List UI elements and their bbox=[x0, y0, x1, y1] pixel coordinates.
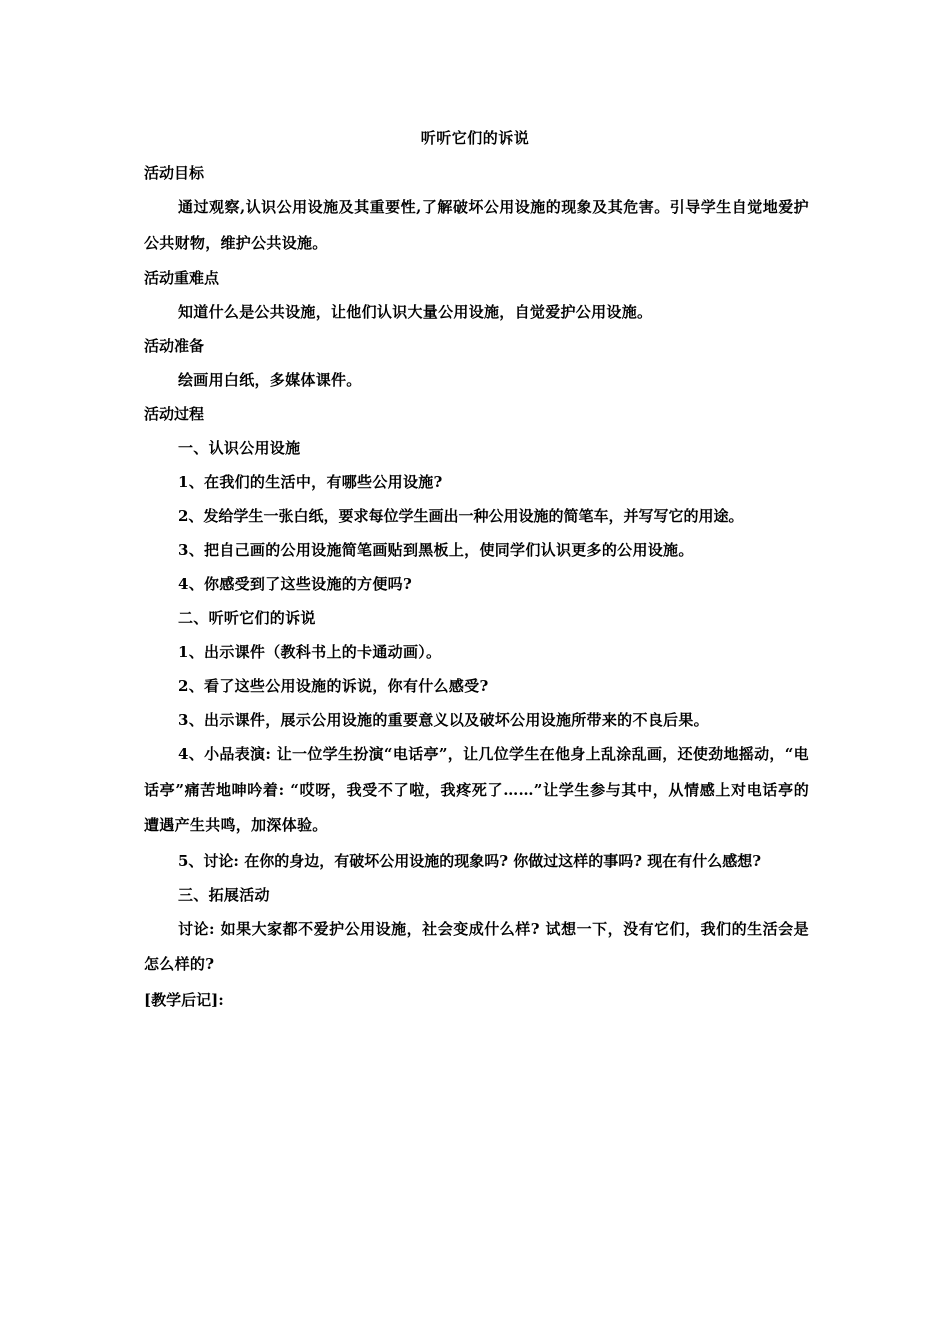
part2-item-1: 1、出示课件（教科书上的卡通动画）。 bbox=[178, 643, 442, 661]
goal-heading: 活动目标 bbox=[144, 164, 205, 182]
part1-heading: 一、认识公用设施 bbox=[178, 439, 301, 457]
process-heading: 活动过程 bbox=[144, 405, 205, 423]
part2-item-3: 3、出示课件，展示公用设施的重要意义以及破坏公用设施所带来的不良后果。 bbox=[178, 711, 709, 729]
preparation-text: 绘画用白纸，多媒体课件。 bbox=[178, 371, 362, 389]
part1-item-4: 4、你感受到了这些设施的方便吗? bbox=[178, 575, 413, 593]
goal-text: 通过观察,认识公用设施及其重要性,了解破坏公用设施的现象及其危害。引导学生自觉地爱护公共财物，维护公共设施。 bbox=[144, 198, 809, 252]
part1-item-1: 1、在我们的生活中，有哪些公用设施? bbox=[178, 473, 443, 491]
preparation-heading: 活动准备 bbox=[144, 337, 205, 355]
afterword-label: [教学后记]: bbox=[144, 990, 224, 1009]
key-points-text: 知道什么是公共设施，让他们认识大量公用设施，自觉爱护公用设施。 bbox=[178, 303, 653, 321]
part2-item-2: 2、看了这些公用设施的诉说，你有什么感受? bbox=[178, 677, 489, 695]
part3-heading: 三、拓展活动 bbox=[178, 885, 270, 904]
key-points-heading: 活动重难点 bbox=[144, 269, 220, 287]
part1-item-2: 2、发给学生一张白纸，要求每位学生画出一种公用设施的简笔车，并写写它的用途。 bbox=[178, 507, 744, 525]
part2-heading: 二、听听它们的诉说 bbox=[178, 609, 316, 627]
document-title: 听听它们的诉说 bbox=[420, 129, 530, 147]
part2-item-5: 5、讨论: 在你的身边，有破坏公用设施的现象吗? 你做过这样的事吗? 现在有什么感想? bbox=[178, 851, 762, 870]
document-body bbox=[144, 156, 809, 1017]
part2-item-4: 4、小品表演: 让一位学生扮演“电话亭”，让几位学生在他身上乱涂乱画，还使劲地摇动，“电话亭”痛苦地呻吟着: “哎呀，我受不了啦，我疼死了……”让学生参与其中，从情感上对电话亭的遭遇产生共鸣，加深体验。 bbox=[144, 745, 809, 834]
part3-text: 讨论: 如果大家都不爱护公用设施，社会变成什么样? 试想一下，没有它们，我们的生活会是怎么样的? bbox=[144, 919, 809, 973]
part1-item-3: 3、把自己画的公用设施简笔画贴到黑板上，使同学们认识更多的公用设施。 bbox=[178, 541, 694, 559]
